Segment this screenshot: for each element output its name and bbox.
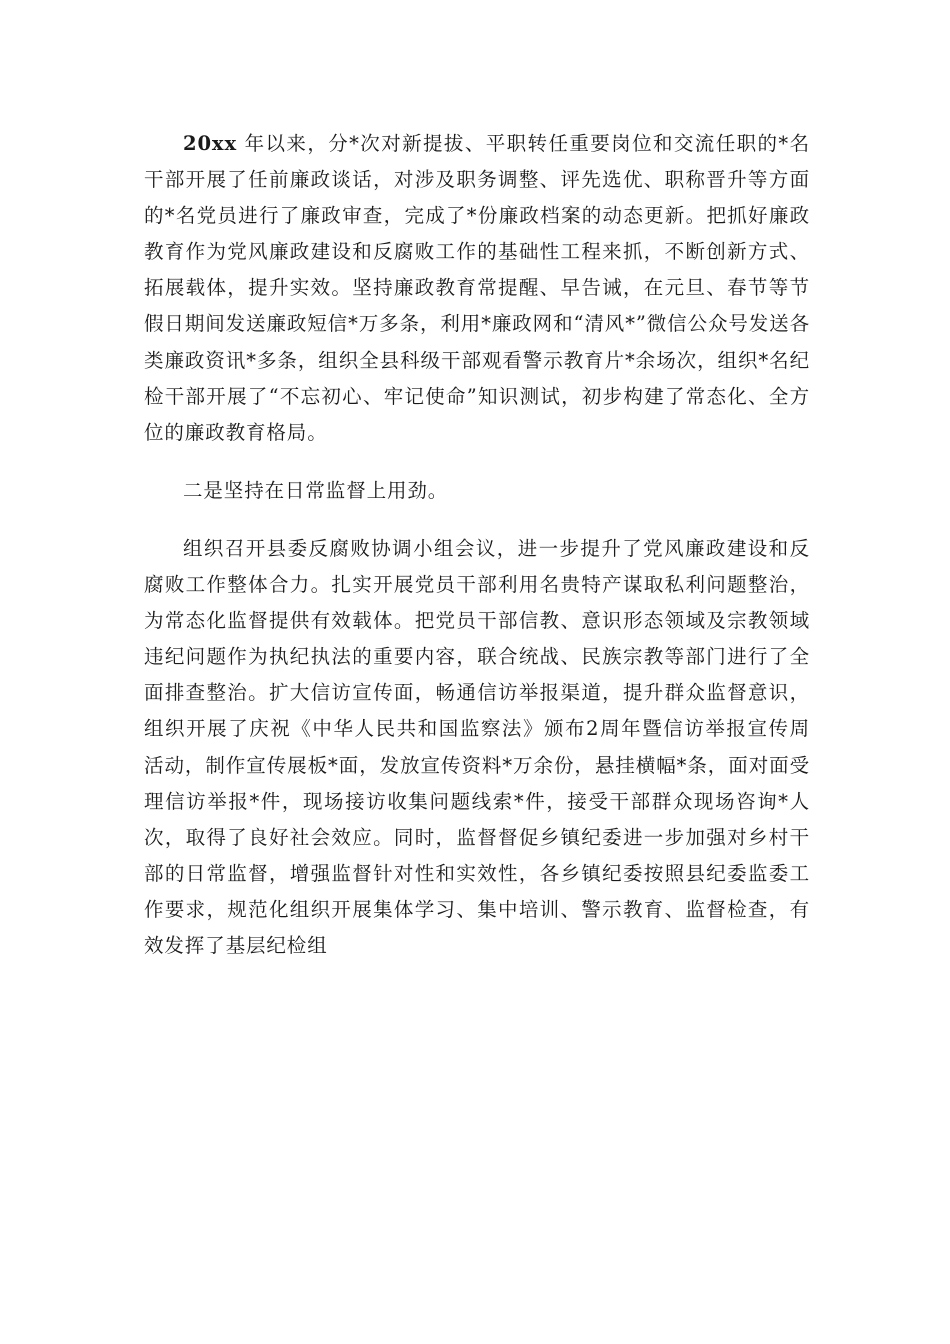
section-heading-daily-supervision: 二是坚持在日常监督上用劲。: [183, 478, 449, 502]
paragraph-anti-corruption-education: [144, 126, 810, 451]
paragraph-body-text: 年以来，分*次对新提拔、平职转任重要岗位和交流任职的*名干部开展了任前廉政谈话，对涉及职务调整、评先选优、职称晋升等方面的*名党员进行了廉政审查，完成了*份廉政档案的动态更新。把抓好廉政教育作为党风廉政建设和反腐败工作的基础性工程来抓，不断创新方式、拓展载体，提升实效。坚持廉政教育常提醒、早告诫，在元旦、春节等节假日期间发送廉政短信*万多条，利用*廉政网和“清风*”微信公众号发送各类廉政资讯*多条，组织全县科级干部观看警示教育片*余场次，组织*名纪检干部开展了“不忘初心、牢记使命”知识测试，初步构建了常态化、全方位的廉政教育格局。: [144, 132, 810, 444]
document-body: [144, 126, 810, 964]
paragraph-lead-year: 20xx: [183, 132, 237, 155]
paragraph-daily-supervision: 组织召开县委反腐败协调小组会议，进一步提升了党风廉政建设和反腐败工作整体合力。扎实开展党员干部利用名贵特产谋取私利问题整治，为常态化监督提供有效载体。把党员干部信教、意识形态领域及宗教领域违纪问题作为执纪执法的重要内容，联合统战、民族宗教等部门进行了全面排查整治。扩大信访宣传面，畅通信访举报渠道，提升群众监督意识，组织开展了庆祝《中华人民共和国监察法》颁布2周年暨信访举报宣传周活动，制作宣传展板*面，发放宣传资料*万余份，悬挂横幅*条，面对面受理信访举报*件，现场接访收集问题线索*件，接受干部群众现场咨询*人次，取得了良好社会效应。同时，监督督促乡镇纪委进一步加强对乡村干部的日常监督，增强监督针对性和实效性，各乡镇纪委按照县纪委监委工作要求，规范化组织开展集体学习、集中培训、警示教育、监督检查，有效发挥了基层纪检组: [144, 536, 810, 957]
